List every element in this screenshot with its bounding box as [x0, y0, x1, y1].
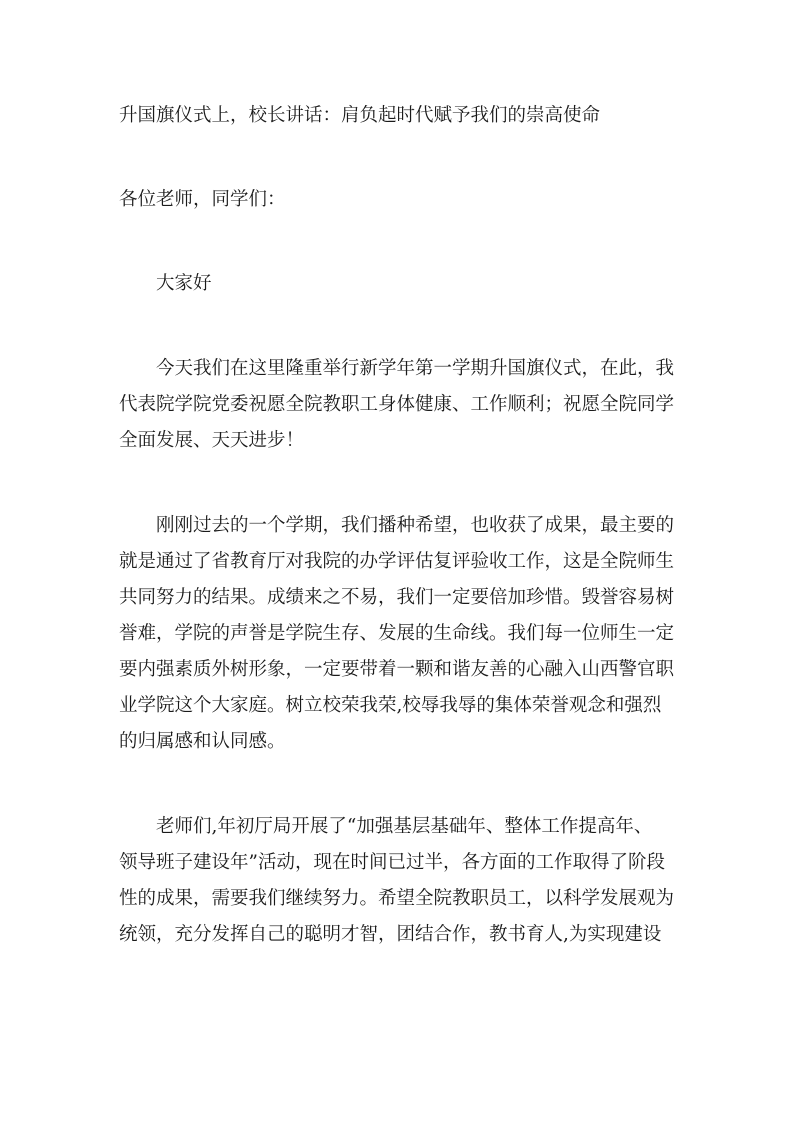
paragraph-line: 誉难，学院的声誉是学院生存、发展的生命线。我们每一位师生一定 — [119, 623, 675, 644]
paragraph-line: 的归属感和认同感。 — [119, 731, 286, 752]
paragraph-2 — [119, 508, 680, 760]
salutation: 大家好 — [156, 273, 212, 294]
paragraph-line: 要内强素质外树形象，一定要带着一颗和谐友善的心融入山西警官职 — [119, 659, 675, 680]
paragraph-line: 业学院这个大家庭。树立校荣我荣,校辱我辱的集体荣誉观念和强烈 — [119, 695, 662, 716]
greeting: 各位老师，同学们： — [119, 189, 286, 210]
paragraph-1 — [119, 351, 680, 459]
paragraph-line: 性的成果，需要我们继续努力。希望全院教职员工，以科学发展观为 — [119, 888, 675, 909]
document-body — [119, 98, 680, 1002]
paragraph-line: 刚刚过去的一个学期，我们播种希望，也收获了成果，最主要的 — [156, 515, 675, 536]
paragraph-line: 代表院学院党委祝愿全院教职工身体健康、工作顺利；祝愿全院同学 — [119, 394, 675, 415]
paragraph-line: 全面发展、天天进步！ — [119, 430, 305, 451]
paragraph-line: 今天我们在这里隆重举行新学年第一学期升国旗仪式，在此，我 — [156, 358, 675, 379]
paragraph-3 — [119, 809, 680, 953]
paragraph-line: 领导班子建设年”活动，现在时间已过半，各方面的工作取得了阶段 — [119, 852, 665, 873]
paragraph-line: 共同努力的结果。成绩来之不易，我们一定要倍加珍惜。毁誉容易树 — [119, 587, 675, 608]
paragraph-line: 老师们,年初厅局开展了“加强基层基础年、整体工作提高年、 — [156, 816, 653, 837]
paragraph-line: 就是通过了省教育厅对我院的办学评估复评验收工作，这是全院师生 — [119, 551, 675, 572]
document-title: 升国旗仪式上，校长讲话：肩负起时代赋予我们的崇高使命 — [119, 105, 601, 126]
paragraph-line: 统领，充分发挥自己的聪明才智，团结合作，教书育人,为实现建设 — [119, 924, 662, 945]
